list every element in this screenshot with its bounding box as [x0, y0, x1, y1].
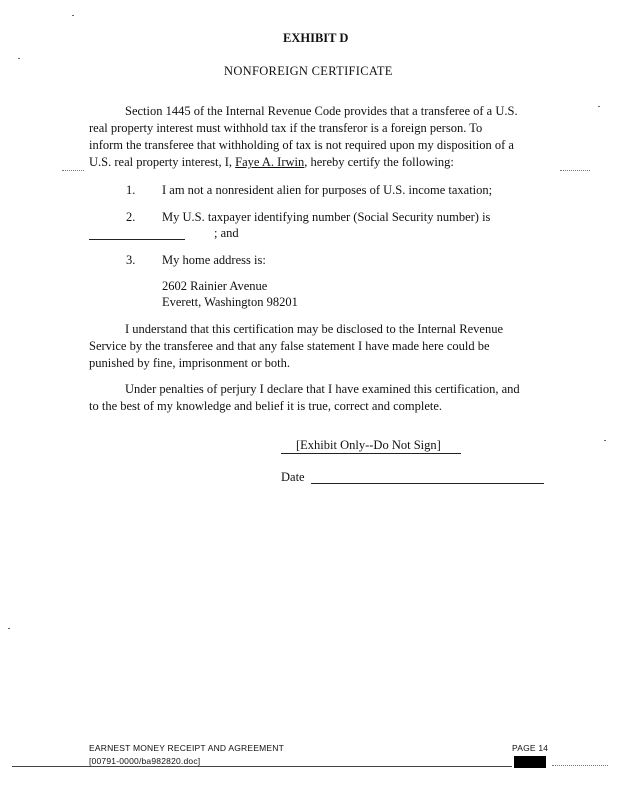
item-3-text: My home address is:	[162, 253, 266, 267]
intro-line-4-post: , hereby certify the following:	[304, 155, 454, 169]
date-label: Date	[281, 470, 305, 484]
scan-artifact-right	[560, 170, 590, 171]
footer-page: PAGE 14	[512, 743, 549, 753]
exhibit-title: EXHIBIT D	[283, 31, 349, 45]
scan-speck	[598, 106, 600, 107]
signature-line	[281, 453, 461, 454]
address-street: 2602 Rainier Avenue	[162, 279, 268, 293]
disclosure-line-3: punished by fine, imprisonment or both.	[89, 356, 291, 370]
disclosure-line-2: Service by the transferee and that any false statement I have made here could be	[89, 339, 490, 353]
item-2-number: 2.	[126, 210, 136, 224]
scan-black-mark	[514, 756, 546, 768]
item-1-number: 1.	[126, 183, 136, 197]
perjury-line-1: Under penalties of perjury I declare that I have examined this certification, and	[125, 382, 520, 396]
intro-line-3: inform the transferee that withholding of tax is not required upon my disposition of a	[89, 138, 514, 152]
footer-right-artifact	[552, 765, 608, 766]
ssn-blank-line	[89, 239, 185, 240]
scan-speck	[18, 58, 20, 59]
item-2-text: My U.S. taxpayer identifying number (Social Security number) is	[162, 210, 491, 224]
disclosure-line-1: I understand that this certification may be disclosed to the Internal Revenue	[125, 322, 504, 336]
item-1-text: I am not a nonresident alien for purposes of U.S. income taxation;	[162, 183, 493, 197]
address-city: Everett, Washington 98201	[162, 295, 298, 309]
perjury-line-2: to the best of my knowledge and belief it is true, correct and complete.	[89, 399, 443, 413]
certificate-title: NONFOREIGN CERTIFICATE	[224, 64, 393, 78]
intro-line-2: real property interest must withhold tax if the transferor is a foreign person. To	[89, 121, 483, 135]
transferor-name: Faye A. Irwin	[235, 155, 305, 169]
intro-line-1: Section 1445 of the Internal Revenue Code provides that a transferee of a U.S.	[125, 104, 518, 118]
signature-placeholder: [Exhibit Only--Do Not Sign]	[296, 438, 441, 452]
footer-doc-ref: [00791-0000/ba982820.doc]	[89, 756, 201, 766]
date-line	[311, 483, 544, 484]
footer-rule	[12, 766, 512, 767]
intro-line-4-pre: U.S. real property interest, I,	[89, 155, 236, 169]
scan-speck	[72, 15, 74, 16]
footer-title: EARNEST MONEY RECEIPT AND AGREEMENT	[89, 743, 284, 753]
intro-line-4	[89, 155, 454, 170]
item-2-suffix: ; and	[214, 226, 239, 240]
scan-artifact-left	[62, 170, 84, 171]
scan-speck	[604, 440, 606, 441]
scan-speck	[8, 628, 10, 629]
item-3-number: 3.	[126, 253, 136, 267]
